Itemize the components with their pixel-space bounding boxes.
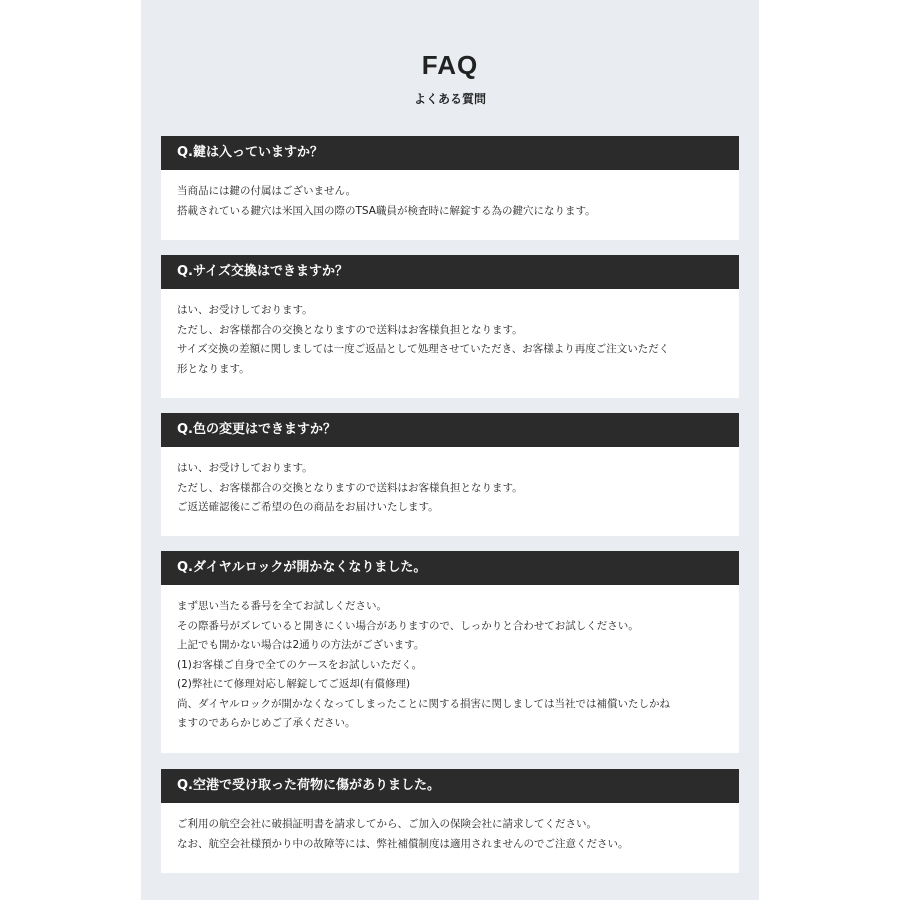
answer-line: その際番号がズレていると開きにくい場合がありますので、しっかりと合わせてお試しください。 [177, 619, 639, 632]
faq-answer [161, 447, 739, 536]
faq-answer [161, 585, 739, 753]
answer-line: ただし、お客様都合の交換となりますので送料はお客様負担となります。 [177, 481, 523, 494]
faq-item-color-change [161, 413, 739, 536]
answer-line: はい、お受けしております。 [177, 304, 313, 316]
answer-line: ただし、お客様都合の交換となりますので送料はお客様負担となります。 [177, 323, 523, 336]
faq-question: Q.サイズ交換はできますか？ [161, 255, 739, 289]
page-title: FAQ [421, 50, 479, 80]
faq-question: Q.鍵は入っていますか？ [161, 136, 739, 170]
answer-line: サイズ交換の差額に関しましては一度ご返品として処理させていただき、お客様より再度ご注文いただく [177, 343, 670, 355]
page-subtitle: よくある質問 [413, 92, 486, 106]
answer-line: 尚、ダイヤルロックが開かなくなってしまったことに関する損害に関しましては当社では補償いたしかね [177, 697, 670, 710]
answer-line: なお、航空会社様預かり中の故障等には、弊社補償制度は適用されませんのでご注意ください。 [177, 837, 629, 850]
faq-answer [161, 803, 739, 873]
faq-item-keys [161, 136, 739, 240]
faq-answer [161, 170, 739, 240]
faq-item-dial-lock [161, 551, 739, 753]
answer-line: はい、お受けしております。 [177, 462, 313, 474]
faq-item-airport-damage [161, 769, 739, 873]
answer-line: 形となります。 [177, 362, 250, 375]
answer-line: (2)弊社にて修理対応し解錠してご返却(有償修理) [177, 678, 411, 690]
answer-line: 上記でも開かない場合は2通りの方法がございます。 [177, 639, 425, 651]
answer-line: 当商品には鍵の付属はございません。 [177, 185, 357, 197]
answer-line: 搭載されている鍵穴は米国入国の際のTSA職員が検査時に解錠する為の鍵穴になります。 [177, 204, 596, 217]
answer-line: ご返送確認後にご希望の色の商品をお届けいたします。 [177, 501, 439, 513]
answer-line: (1)お客様ご自身で全てのケースをお試しいただく。 [177, 658, 423, 671]
answer-line: ますのであらかじめご了承ください。 [177, 717, 356, 729]
faq-item-size-exchange [161, 255, 739, 398]
faq-question: Q.ダイヤルロックが開かなくなりました。 [161, 551, 739, 585]
answer-line: まず思い当たる番号を全てお試しください。 [177, 600, 387, 612]
faq-question: Q.空港で受け取った荷物に傷がありました。 [161, 769, 739, 803]
faq-question: Q.色の変更はできますか？ [161, 413, 739, 447]
faq-panel [141, 0, 759, 900]
answer-line: ご利用の航空会社に破損証明書を請求してから、ご加入の保険会社に請求してください。 [177, 818, 597, 830]
faq-answer [161, 289, 739, 398]
